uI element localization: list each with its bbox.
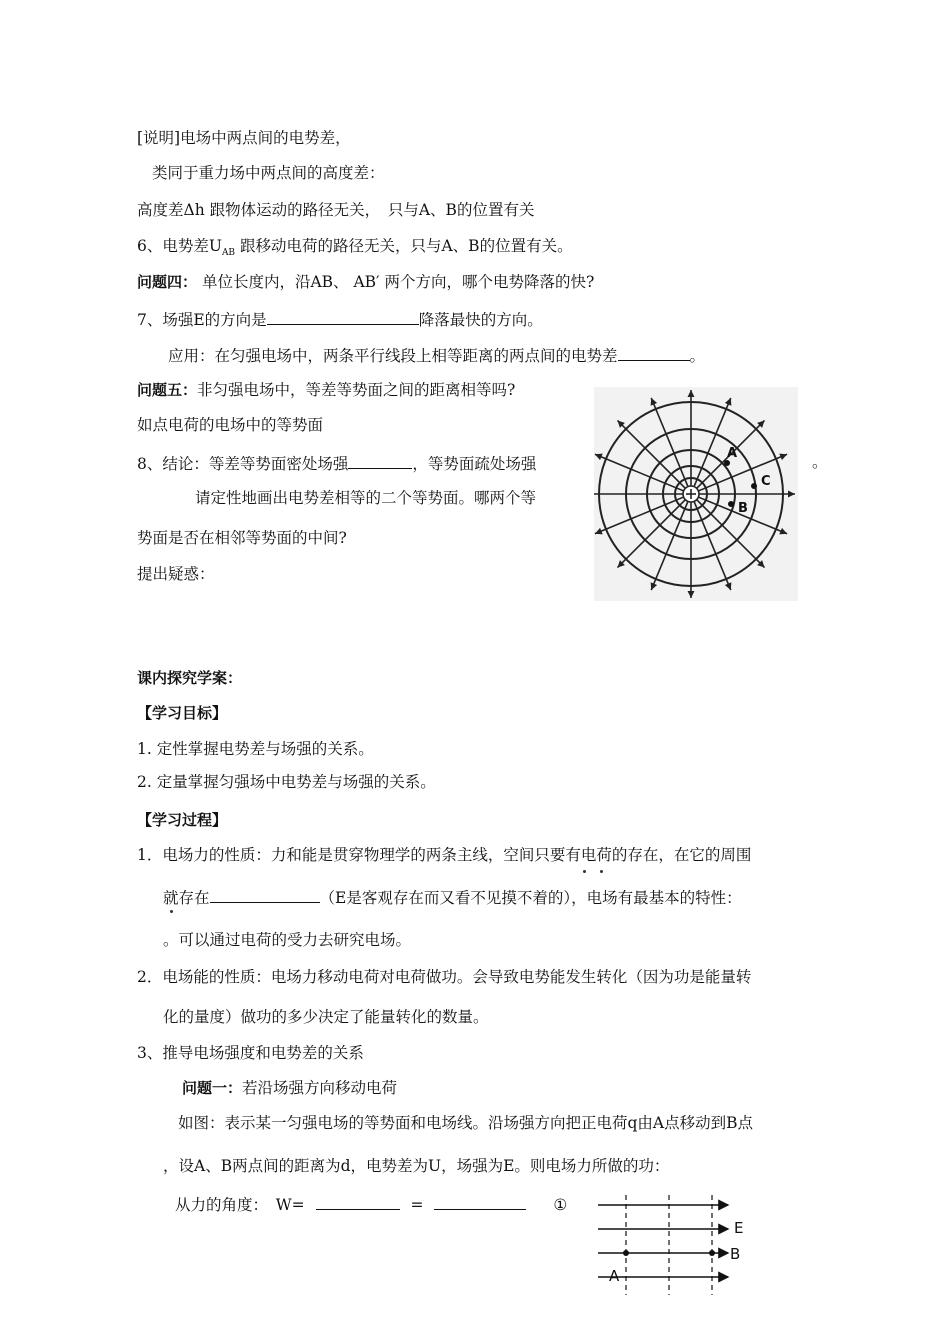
point-b-dot — [709, 1250, 715, 1256]
p2-line-2: 化的量度）做功的多少决定了能量转化的数量。 — [163, 1008, 489, 1026]
field-label-e: E — [734, 1219, 744, 1237]
question-4-label: 问题四： — [137, 273, 198, 291]
work-blank-2[interactable] — [434, 1193, 526, 1210]
item6-sub: AB — [221, 248, 236, 259]
process-title: 【学习过程】 — [137, 811, 228, 829]
item7-post: 降落最快的方向。 — [418, 311, 543, 329]
point-c-dot — [751, 483, 757, 489]
item8-blank-dense[interactable] — [348, 452, 412, 469]
question-5-line — [137, 380, 515, 400]
item6-line — [137, 236, 573, 263]
item7-line — [137, 308, 543, 330]
question-1-line — [182, 1078, 397, 1098]
work-blank-1[interactable] — [316, 1193, 400, 1210]
application-blank[interactable] — [618, 344, 690, 361]
field-label-b: B — [730, 1245, 741, 1263]
item8-line — [137, 452, 536, 474]
field-label-a: A — [609, 1267, 620, 1285]
goals-title: 【学习目标】 — [137, 704, 228, 722]
figure-label-a: A — [727, 446, 738, 461]
uniform-field-figure — [594, 1195, 764, 1305]
application-pre: 应用：在匀强电场中，两条平行线段上相等距离的两点间的电势差 — [168, 347, 618, 365]
question-4-line — [137, 272, 594, 292]
item8-pre: 8、结论：等差等势面密处场强 — [137, 455, 349, 473]
p1-line-2-post: （E是客观存在而又看不见摸不着的），电场有最基本的特性： — [319, 889, 742, 907]
force-angle-num: ① — [553, 1196, 568, 1214]
force-angle-pre: 从力的角度： W= — [175, 1196, 305, 1214]
goal-1: 1. 定性掌握电势差与场强的关系。 — [137, 740, 374, 758]
item6-pre: 6、电势差U — [137, 237, 222, 255]
question-5-text: 非匀强电场中，等差等势面之间的距离相等吗? — [197, 381, 516, 399]
item7-blank[interactable] — [267, 308, 419, 325]
point-b-dot — [728, 501, 734, 507]
question-1-label: 问题一： — [182, 1079, 243, 1097]
p1-line-2-pre: 就存在 — [163, 889, 210, 907]
application-line — [168, 344, 705, 366]
figure-label-b: B — [738, 501, 748, 516]
point-charge-equipotential-figure — [594, 387, 798, 601]
item8-mid: ，等势面疏处场强 — [412, 455, 537, 473]
point-a-dot — [623, 1250, 629, 1256]
draw-instruction-line: 请定性地画出电势差相等的二个等势面。哪两个等 — [195, 489, 537, 507]
p1-line-2 — [163, 886, 742, 908]
p1-line-3: 。可以通过电荷的受力去研究电场。 — [163, 931, 412, 949]
note-line: [说明]电场中两点间的电势差， — [137, 129, 351, 147]
figure-desc-line-2: ，设A、B两点间的距离为d，电势差为U，场强为E。则电场力所做的功： — [163, 1157, 670, 1175]
emphasis-dot — [170, 910, 173, 913]
p1-line-1: 1．电场力的性质：力和能是贯穿物理学的两条主线，空间只要有电荷的存在，在它的周围 — [137, 846, 752, 864]
p2-line-1: 2．电场能的性质：电场力移动电荷对电荷做功。会导致电势能发生转化（因为功是能量转 — [137, 968, 752, 986]
p1-blank[interactable] — [210, 886, 320, 903]
section-title: 课内探究学案： — [137, 669, 243, 687]
goal-2: 2. 定量掌握匀强场中电势差与场强的关系。 — [137, 773, 436, 791]
force-angle-eq: = — [410, 1196, 424, 1214]
application-post: 。 — [689, 347, 706, 365]
emphasis-dot — [583, 870, 586, 873]
question-1-text: 若沿场强方向移动电荷 — [242, 1079, 398, 1097]
doubts-line: 提出疑惑： — [137, 565, 215, 583]
height-diff-line: 高度差Δh 跟物体运动的路径无关， 只与A、B的位置有关 — [137, 201, 535, 219]
item7-pre: 7、场强E的方向是 — [137, 311, 267, 329]
analogy-line: 类同于重力场中两点间的高度差： — [152, 164, 385, 182]
item8-end: 。 — [812, 453, 828, 471]
figure-desc-line-1: 如图：表示某一匀强电场的等势面和电场线。沿场强方向把正电荷q由A点移动到B点 — [178, 1114, 754, 1132]
figure-label-c: C — [761, 474, 771, 489]
p3-title: 3、推导电场强度和电势差的关系 — [137, 1044, 364, 1062]
question-4-text: 单位长度内，沿AB、 AB′ 两个方向，哪个电势降落的快? — [197, 273, 595, 291]
point-charge-line: 如点电荷的电场中的等势面 — [137, 416, 324, 434]
emphasis-dot — [600, 870, 603, 873]
middle-surface-line: 势面是否在相邻等势面的中间? — [137, 529, 347, 547]
force-angle-line — [175, 1193, 567, 1215]
question-5-label: 问题五： — [137, 381, 198, 399]
item6-post: 跟移动电荷的路径无关，只与A、B的位置有关。 — [235, 237, 573, 255]
